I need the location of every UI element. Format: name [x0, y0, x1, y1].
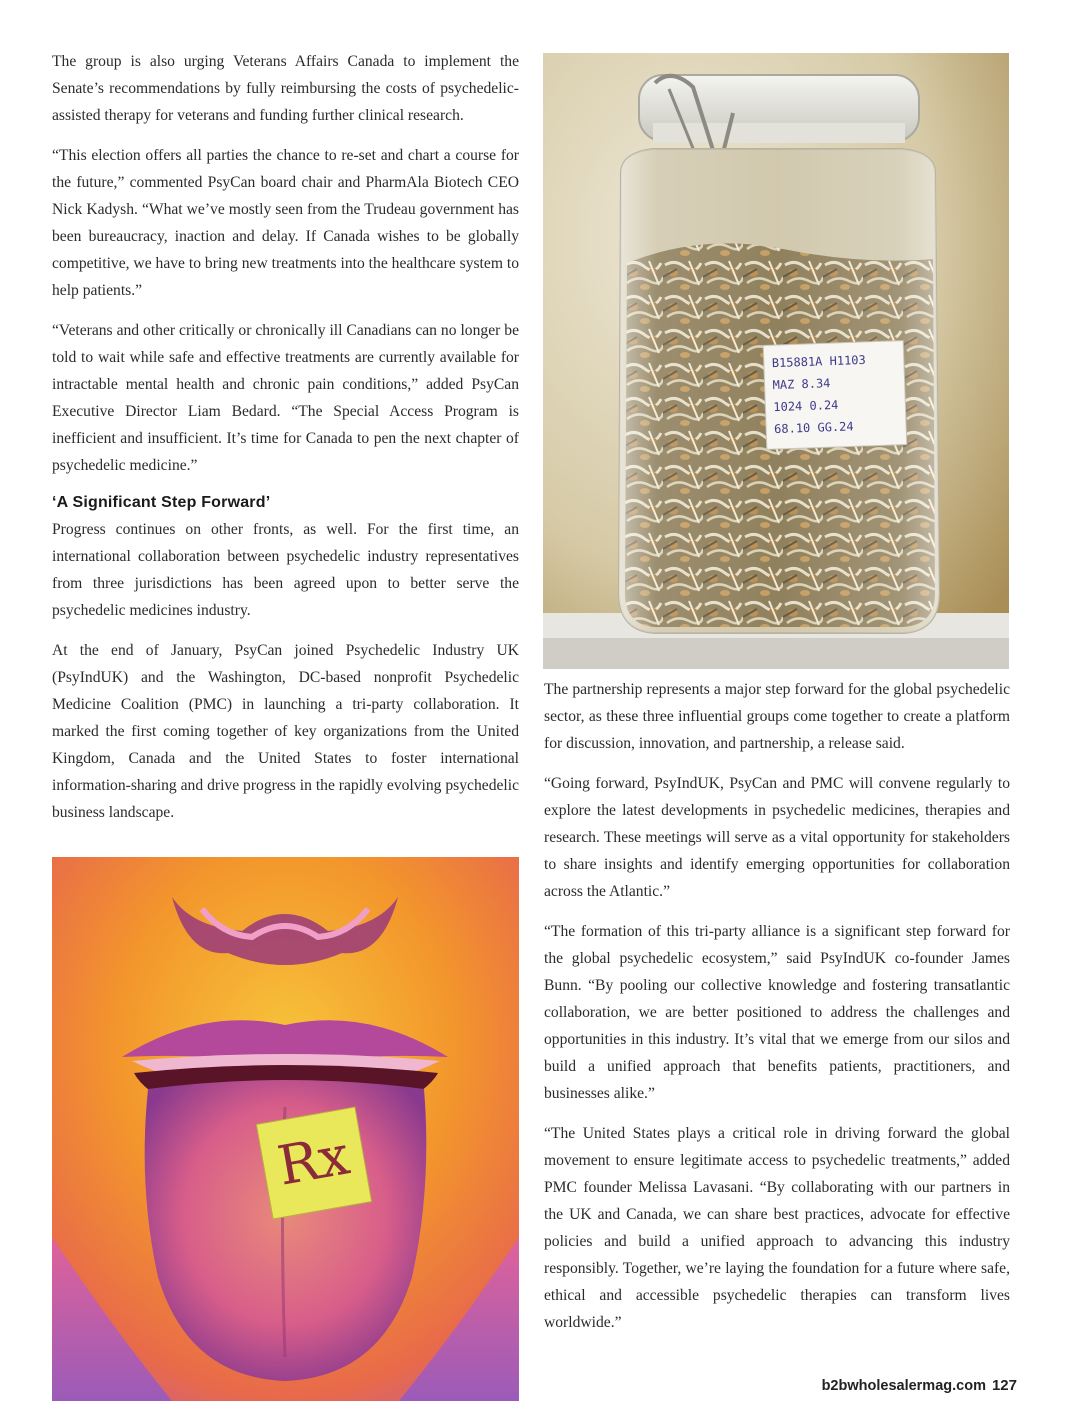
- jar-label-line: 68.10 GG.24: [773, 419, 854, 437]
- paragraph: At the end of January, PsyCan joined Psychedelic Industry UK (PsyIndUK) and the Washington, DC-based nonprofit Psychedelic Medicine Coalition (PMC) in launching a tri-party collaboration. It marked the first coming together of key organizations from the United Kingdom, Canada and the United States to foster international information-sharing and drive progress in the rapidly evolving psychedelic business landscape.: [52, 642, 519, 821]
- rx-symbol: Rx: [273, 1123, 355, 1198]
- left-column: [52, 48, 519, 839]
- paragraph: “Veterans and other critically or chronically ill Canadians can no longer be told to wait while safe and effective treatments are currently available for intractable mental health and chronic pain conditions,” added PsyCan Executive Director Liam Bedard. “The Special Access Program is inefficient and insufficient. It’s time for Canada to pen the next chapter of psychedelic medicine.”: [52, 322, 519, 474]
- rx-stamp: [256, 1107, 371, 1219]
- tongue-illustration: [52, 857, 519, 1401]
- paragraph: Progress continues on other fronts, as well. For the first time, an international collaboration between psychedelic industry representatives from three jurisdictions has been agreed upon to better serve the psychedelic medicines industry.: [52, 521, 519, 619]
- jar-label-line: B15881A H1103: [771, 352, 866, 371]
- mushroom-jar-photo: [543, 53, 1009, 669]
- paragraph: The group is also urging Veterans Affairs Canada to implement the Senate’s recommendations by fully reimbursing the costs of psychedelic-assisted therapy for veterans and funding further clinical research.: [52, 53, 519, 124]
- right-column: [544, 676, 1010, 1349]
- page-footer: [822, 1377, 1017, 1394]
- paragraph: “Going forward, PsyIndUK, PsyCan and PMC will convene regularly to explore the latest developments in psychedelic medicines, therapies and research. These meetings will serve as a vital opportunity for stakeholders to share insights and identify emerging opportunities for collaboration across the Atlantic.”: [544, 775, 1010, 900]
- footer-site[interactable]: b2bwholesalermag.com: [821, 1378, 986, 1394]
- jar-label-line: 1024 0.24: [773, 397, 839, 415]
- paragraph: “This election offers all parties the chance to re-set and chart a course for the future,” commented PsyCan board chair and PharmAla Biotech CEO Nick Kadysh. “What we’ve mostly seen from the Trudeau government has been bureaucracy, inaction and delay. If Canada wishes to be globally competitive, we have to bring new treatments into the healthcare system to help patients.”: [52, 147, 519, 299]
- paragraph: “The United States plays a critical role in driving forward the global movement to ensure legitimate access to psychedelic treatments,” added PMC founder Melissa Lavasani. “By collaborating with our partners in the UK and Canada, we can share best practices, advocate for effective policies and build a unified approach to advancing this industry responsibly. Together, we’re laying the foundation for a future where safe, ethical and accessible psychedelic therapies can transform lives worldwide.”: [544, 1125, 1010, 1331]
- jar-label: [763, 341, 907, 450]
- section-subheading: ‘A Significant Step Forward’: [52, 494, 271, 511]
- page-number: 127: [991, 1377, 1017, 1394]
- paragraph: The partnership represents a major step forward for the global psychedelic sector, as these three influential groups come together to create a platform for discussion, innovation, and partnership, a release said.: [544, 681, 1010, 752]
- jar-label-line: MAZ 8.34: [772, 376, 831, 393]
- paragraph: “The formation of this tri-party alliance is a significant step forward for the global psychedelic ecosystem,” said PsyIndUK co-founder James Bunn. “By pooling our collective knowledge and fostering transatlantic collaboration, we are better positioned to address the challenges and opportunities in this industry. It’s vital that we emerge from our silos and build a unified approach that benefits patients, practitioners, and businesses alike.”: [544, 923, 1010, 1102]
